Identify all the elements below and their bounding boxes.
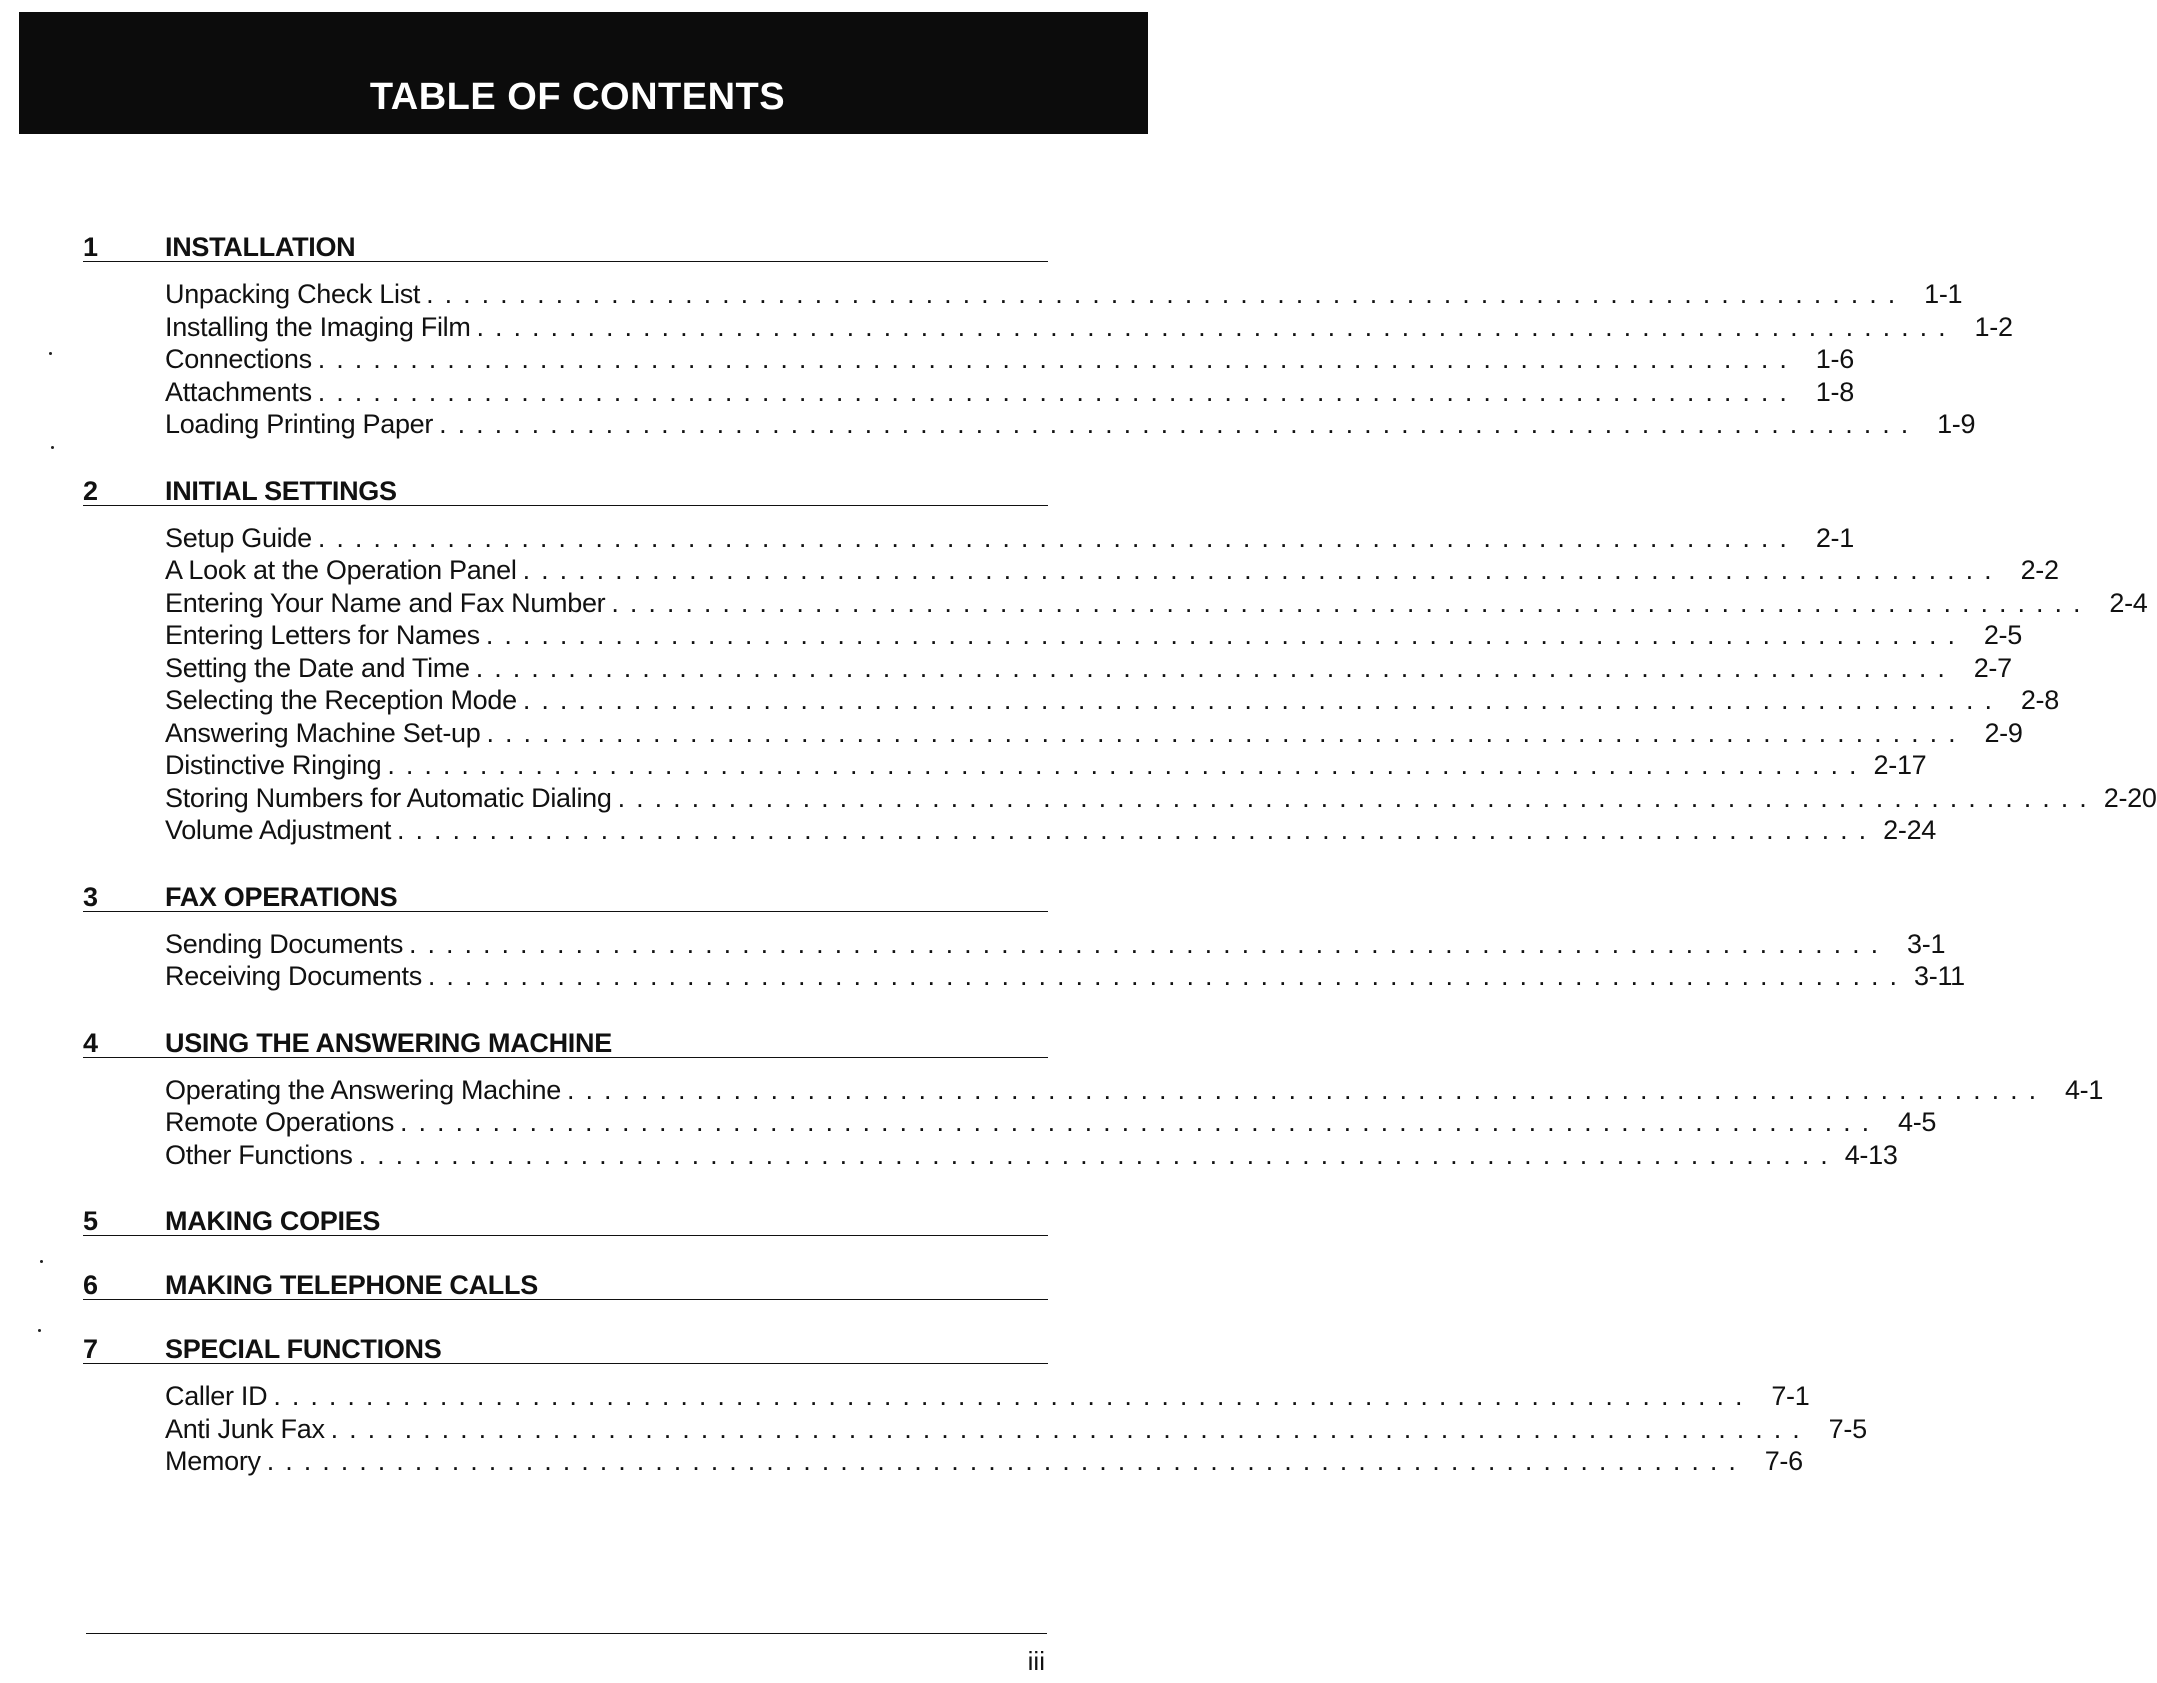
toc-entry[interactable] bbox=[165, 928, 1946, 962]
toc-entry-list bbox=[83, 1381, 1867, 1479]
toc-entry[interactable] bbox=[165, 344, 1854, 377]
toc-entry-page: 7-6 bbox=[1764, 1446, 1803, 1476]
toc-entry-list bbox=[83, 279, 2013, 442]
chapter-heading bbox=[83, 1330, 1048, 1364]
chapter-heading bbox=[83, 1024, 1048, 1058]
toc-entry-title: Remote Operations bbox=[165, 1107, 395, 1137]
toc-entry-title: Setting the Date and Time bbox=[165, 652, 470, 683]
toc-entry-page: 4-5 bbox=[1898, 1107, 1937, 1137]
toc-entry-title: Receiving Documents bbox=[165, 961, 422, 991]
toc-entry-page: 3-1 bbox=[1907, 928, 1946, 959]
toc-entry-page: 1-1 bbox=[1924, 279, 1963, 309]
toc-entry-title: Memory bbox=[165, 1446, 261, 1476]
toc-entry[interactable] bbox=[165, 555, 2059, 588]
toc-entry-page: 2-9 bbox=[1984, 717, 2023, 748]
toc-entry[interactable] bbox=[165, 587, 2148, 621]
footer-page-number: iii bbox=[1027, 1646, 1045, 1676]
toc-entry[interactable] bbox=[165, 750, 1927, 783]
toc-entry-page: 1-2 bbox=[1974, 311, 2013, 342]
chapter-section bbox=[83, 878, 1965, 994]
dot-leader: ................................................................................ bbox=[409, 928, 1890, 959]
toc-entry-page: 1-6 bbox=[1815, 344, 1854, 374]
toc-entry-page: 2-7 bbox=[1973, 652, 2012, 683]
toc-entry-page: 4-13 bbox=[1844, 1139, 1898, 1170]
footer-rule bbox=[86, 1633, 1047, 1634]
chapter-heading bbox=[83, 878, 1048, 912]
toc-entry-page: 2-24 bbox=[1883, 815, 1937, 845]
chapter-title[interactable]: INSTALLATION bbox=[165, 232, 356, 262]
toc-entry-page: 2-5 bbox=[1983, 620, 2022, 650]
dot-leader: ................................................................................ bbox=[566, 1074, 2048, 1105]
chapter-heading bbox=[83, 1202, 1048, 1236]
toc-entry[interactable] bbox=[165, 311, 2013, 345]
toc-entry-page: 7-5 bbox=[1828, 1413, 1867, 1444]
toc-entry-title: Volume Adjustment bbox=[165, 815, 392, 845]
chapter-heading bbox=[83, 228, 1048, 262]
dot-leader: ................................................................................ bbox=[522, 555, 2003, 585]
page-title: TABLE OF CONTENTS bbox=[369, 76, 786, 118]
chapter-number: 5 bbox=[83, 1206, 99, 1236]
toc-entry-list bbox=[83, 928, 1965, 994]
toc-entry-title: A Look at the Operation Panel bbox=[165, 555, 517, 585]
dot-leader: ................................................................................ bbox=[400, 1107, 1881, 1137]
toc-entry-title: Entering Letters for Names bbox=[165, 620, 480, 650]
toc-entry-title: Distinctive Ringing bbox=[165, 750, 382, 780]
toc-entry-page: 1-8 bbox=[1815, 376, 1854, 407]
toc-entry-page: 3-11 bbox=[1914, 961, 1965, 991]
toc-entry-page: 7-1 bbox=[1771, 1381, 1810, 1411]
dot-leader: ................................................................................ bbox=[485, 620, 1966, 650]
chapter-section bbox=[83, 1202, 1048, 1236]
toc-entry-page: 2-20 bbox=[2103, 782, 2157, 813]
toc-entry-title: Caller ID bbox=[165, 1381, 268, 1411]
toc-entry-title: Storing Numbers for Automatic Dialing bbox=[165, 782, 612, 813]
toc-entry-title: Loading Printing Paper bbox=[165, 409, 434, 439]
chapter-heading bbox=[83, 472, 1048, 506]
toc-entry-title: Answering Machine Set-up bbox=[165, 717, 481, 748]
chapter-number: 4 bbox=[83, 1027, 99, 1058]
toc-entry-title: Operating the Answering Machine bbox=[165, 1074, 561, 1105]
chapter-number: 3 bbox=[83, 881, 99, 912]
toc-entry-title: Connections bbox=[165, 344, 312, 374]
table-of-contents bbox=[83, 228, 2157, 1509]
toc-entry[interactable] bbox=[165, 522, 1854, 556]
dot-leader: ................................................................................ bbox=[273, 1381, 1754, 1411]
toc-entry[interactable] bbox=[165, 1413, 1867, 1447]
toc-entry[interactable] bbox=[165, 1139, 1898, 1173]
dot-leader: ................................................................................ bbox=[522, 685, 2003, 715]
toc-entry[interactable] bbox=[165, 717, 2023, 751]
chapter-number: 2 bbox=[83, 475, 99, 506]
dot-leader: ................................................................................ bbox=[317, 344, 1798, 374]
toc-entry[interactable] bbox=[165, 961, 1965, 994]
dot-leader: ................................................................................ bbox=[266, 1446, 1747, 1476]
dot-leader: ................................................................................ bbox=[317, 376, 1798, 407]
dot-leader: ................................................................................ bbox=[617, 782, 2098, 813]
scan-speck bbox=[38, 1329, 41, 1332]
toc-entry-title: Anti Junk Fax bbox=[165, 1413, 325, 1444]
toc-entry-title: Unpacking Check List bbox=[165, 279, 421, 309]
dot-leader: ................................................................................ bbox=[611, 587, 2092, 618]
toc-entry-page: 2-17 bbox=[1873, 750, 1927, 780]
dot-leader: ................................................................................ bbox=[427, 961, 1909, 991]
toc-entry[interactable] bbox=[165, 815, 1937, 848]
chapter-title[interactable]: USING THE ANSWERING MACHINE bbox=[165, 1027, 612, 1058]
chapter-title[interactable]: SPECIAL FUNCTIONS bbox=[165, 1334, 442, 1364]
chapter-title[interactable]: MAKING TELEPHONE CALLS bbox=[165, 1270, 538, 1300]
chapter-section bbox=[83, 472, 2157, 848]
toc-entry-list bbox=[83, 522, 2157, 848]
dot-leader: ................................................................................ bbox=[439, 409, 1920, 439]
chapter-section bbox=[83, 1330, 1867, 1479]
scan-speck bbox=[51, 446, 54, 449]
chapter-section bbox=[83, 228, 2013, 442]
toc-entry[interactable] bbox=[165, 1381, 1810, 1414]
chapter-number: 1 bbox=[83, 232, 99, 262]
dot-leader: ................................................................................ bbox=[317, 522, 1798, 553]
scan-speck bbox=[40, 1260, 43, 1263]
toc-entry-list bbox=[83, 1074, 2104, 1173]
header-banner bbox=[19, 12, 1148, 134]
toc-entry-page: 2-1 bbox=[1815, 522, 1854, 553]
dot-leader: ................................................................................ bbox=[476, 311, 1957, 342]
chapter-title[interactable]: FAX OPERATIONS bbox=[165, 881, 398, 912]
chapter-heading bbox=[83, 1266, 1048, 1300]
dot-leader: ................................................................................ bbox=[475, 652, 1956, 683]
toc-entry[interactable] bbox=[165, 620, 2022, 653]
toc-entry[interactable] bbox=[165, 1107, 1937, 1140]
dot-leader: ................................................................................ bbox=[330, 1413, 1811, 1444]
toc-entry-title: Entering Your Name and Fax Number bbox=[165, 587, 606, 618]
toc-entry[interactable] bbox=[165, 685, 2059, 718]
toc-entry[interactable] bbox=[165, 1074, 2104, 1108]
toc-entry-page: 1-9 bbox=[1937, 409, 1976, 439]
chapter-section bbox=[83, 1266, 1048, 1300]
dot-leader: ................................................................................ bbox=[358, 1139, 1839, 1170]
toc-entry[interactable] bbox=[165, 279, 1963, 312]
toc-entry-title: Selecting the Reception Mode bbox=[165, 685, 517, 715]
toc-entry-title: Sending Documents bbox=[165, 928, 404, 959]
chapter-number: 6 bbox=[83, 1270, 99, 1300]
chapter-title[interactable]: MAKING COPIES bbox=[165, 1206, 381, 1236]
dot-leader: ................................................................................ bbox=[387, 750, 1868, 780]
toc-entry-title: Setup Guide bbox=[165, 522, 312, 553]
chapter-section bbox=[83, 1024, 2104, 1173]
toc-entry-title: Attachments bbox=[165, 376, 312, 407]
toc-entry[interactable] bbox=[165, 1446, 1803, 1479]
toc-entry-page: 2-8 bbox=[2020, 685, 2059, 715]
toc-entry[interactable] bbox=[165, 409, 1976, 442]
toc-entry[interactable] bbox=[165, 782, 2157, 816]
toc-entry-page: 2-2 bbox=[2020, 555, 2059, 585]
scan-speck bbox=[49, 352, 52, 355]
dot-leader: ................................................................................ bbox=[397, 815, 1878, 845]
chapter-title[interactable]: INITIAL SETTINGS bbox=[165, 475, 397, 506]
toc-entry-page: 2-4 bbox=[2109, 587, 2148, 618]
toc-entry[interactable] bbox=[165, 376, 1854, 410]
toc-entry[interactable] bbox=[165, 652, 2012, 686]
toc-entry-title: Installing the Imaging Film bbox=[165, 311, 471, 342]
chapter-number: 7 bbox=[83, 1334, 99, 1364]
dot-leader: ................................................................................ bbox=[486, 717, 1967, 748]
toc-entry-title: Other Functions bbox=[165, 1139, 353, 1170]
dot-leader: ................................................................................ bbox=[426, 279, 1907, 309]
toc-entry-page: 4-1 bbox=[2064, 1074, 2104, 1105]
